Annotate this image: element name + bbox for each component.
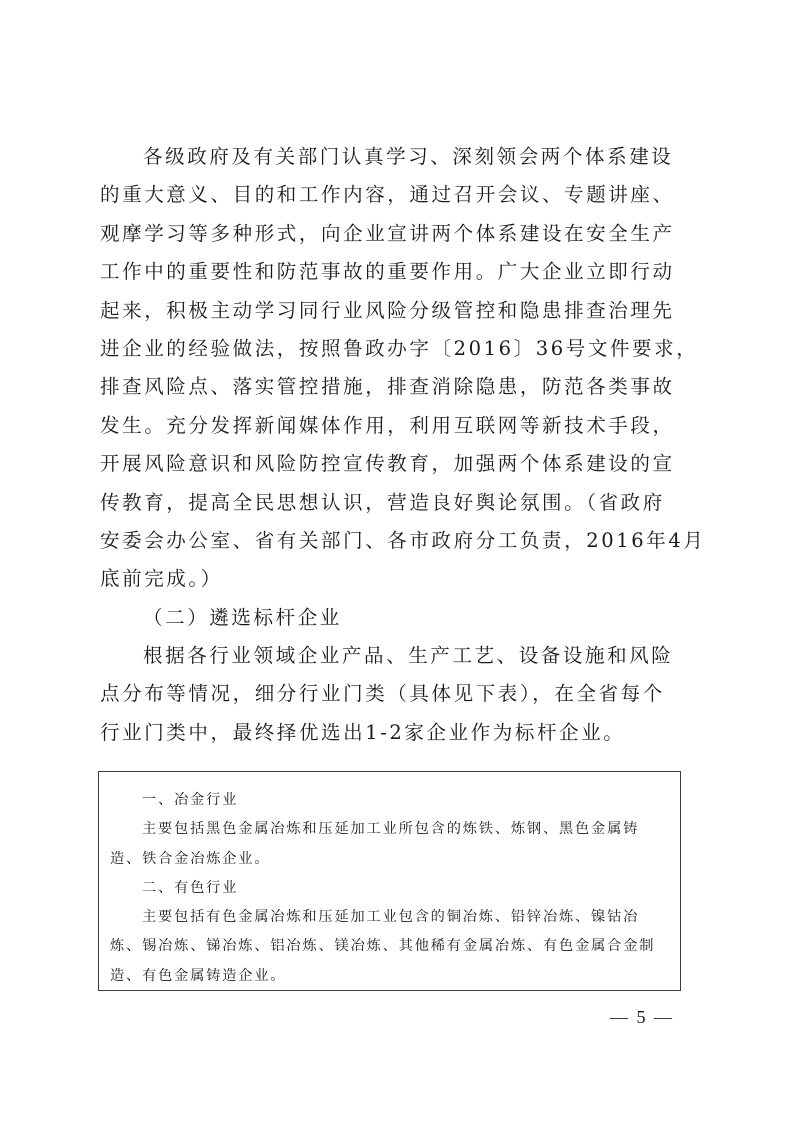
paragraph-1-line: 观摩学习等多种形式，向企业宣讲两个体系建设在安全生产 <box>100 221 675 245</box>
body-text <box>100 138 706 752</box>
paragraph-1-line: 进企业的经验做法，按照鲁政办字〔2016〕36号文件要求， <box>100 336 699 360</box>
paragraph-2-line: 点分布等情况，细分行业门类（具体见下表），在全省每个 <box>100 682 665 706</box>
page-number: — 5 — <box>610 1007 674 1027</box>
paragraph-1-line: 底前完成。） <box>100 567 223 591</box>
industry-description-line: 主要包括黑色金属冶炼和压延加工业所包含的炼铁、炼钢、黑色金属铸 <box>142 821 640 838</box>
paragraph-1-line: 的重大意义、目的和工作内容，通过召开会议、专题讲座、 <box>100 183 675 207</box>
section-heading: （二）遴选标杆企业 <box>143 605 342 629</box>
industry-title: 一、冶金行业 <box>142 792 239 808</box>
paragraph-1-line: 安委会办公室、省有关部门、各市政府分工负责，2016年4月 <box>100 528 706 552</box>
industry-description-line: 炼、锡冶炼、锑冶炼、铝冶炼、镁冶炼、其他稀有金属冶炼、有色金属合金制 <box>110 938 656 955</box>
industry-category-box <box>98 771 681 991</box>
industry-description-line: 造、有色金属铸造企业。 <box>110 967 287 984</box>
industry-title: 二、有色行业 <box>142 879 239 896</box>
paragraph-1-line: 开展风险意识和风险防控宣传教育，加强两个体系建设的宣 <box>100 452 675 476</box>
paragraph-1-line: 各级政府及有关部门认真学习、深刻领会两个体系建设 <box>143 145 674 168</box>
paragraph-1-line: 发生。充分发挥新闻媒体作用，利用互联网等新技术手段， <box>100 413 675 437</box>
industry-description-line: 主要包括有色金属冶炼和压延加工业包含的铜冶炼、铅锌冶炼、镍钴冶 <box>142 909 640 926</box>
paragraph-1-line: 起来，积极主动学习同行业风险分级管控和隐患排查治理先 <box>100 298 675 322</box>
paragraph-1-line: 排查风险点、落实管控措施，排查消除隐患，防范各类事故 <box>100 375 675 399</box>
paragraph-2-line: 根据各行业领域企业产品、生产工艺、设备设施和风险 <box>143 644 674 668</box>
paragraph-2-line: 行业门类中，最终择优选出1-2家企业作为标杆企业。 <box>100 720 626 744</box>
paragraph-1-line: 工作中的重要性和防范事故的重要作用。广大企业立即行动 <box>100 260 675 284</box>
industry-description-line: 造、铁合金冶炼企业。 <box>110 850 271 867</box>
paragraph-1-line: 传教育，提高全民思想认识，营造良好舆论氛围。（省政府 <box>100 490 665 514</box>
